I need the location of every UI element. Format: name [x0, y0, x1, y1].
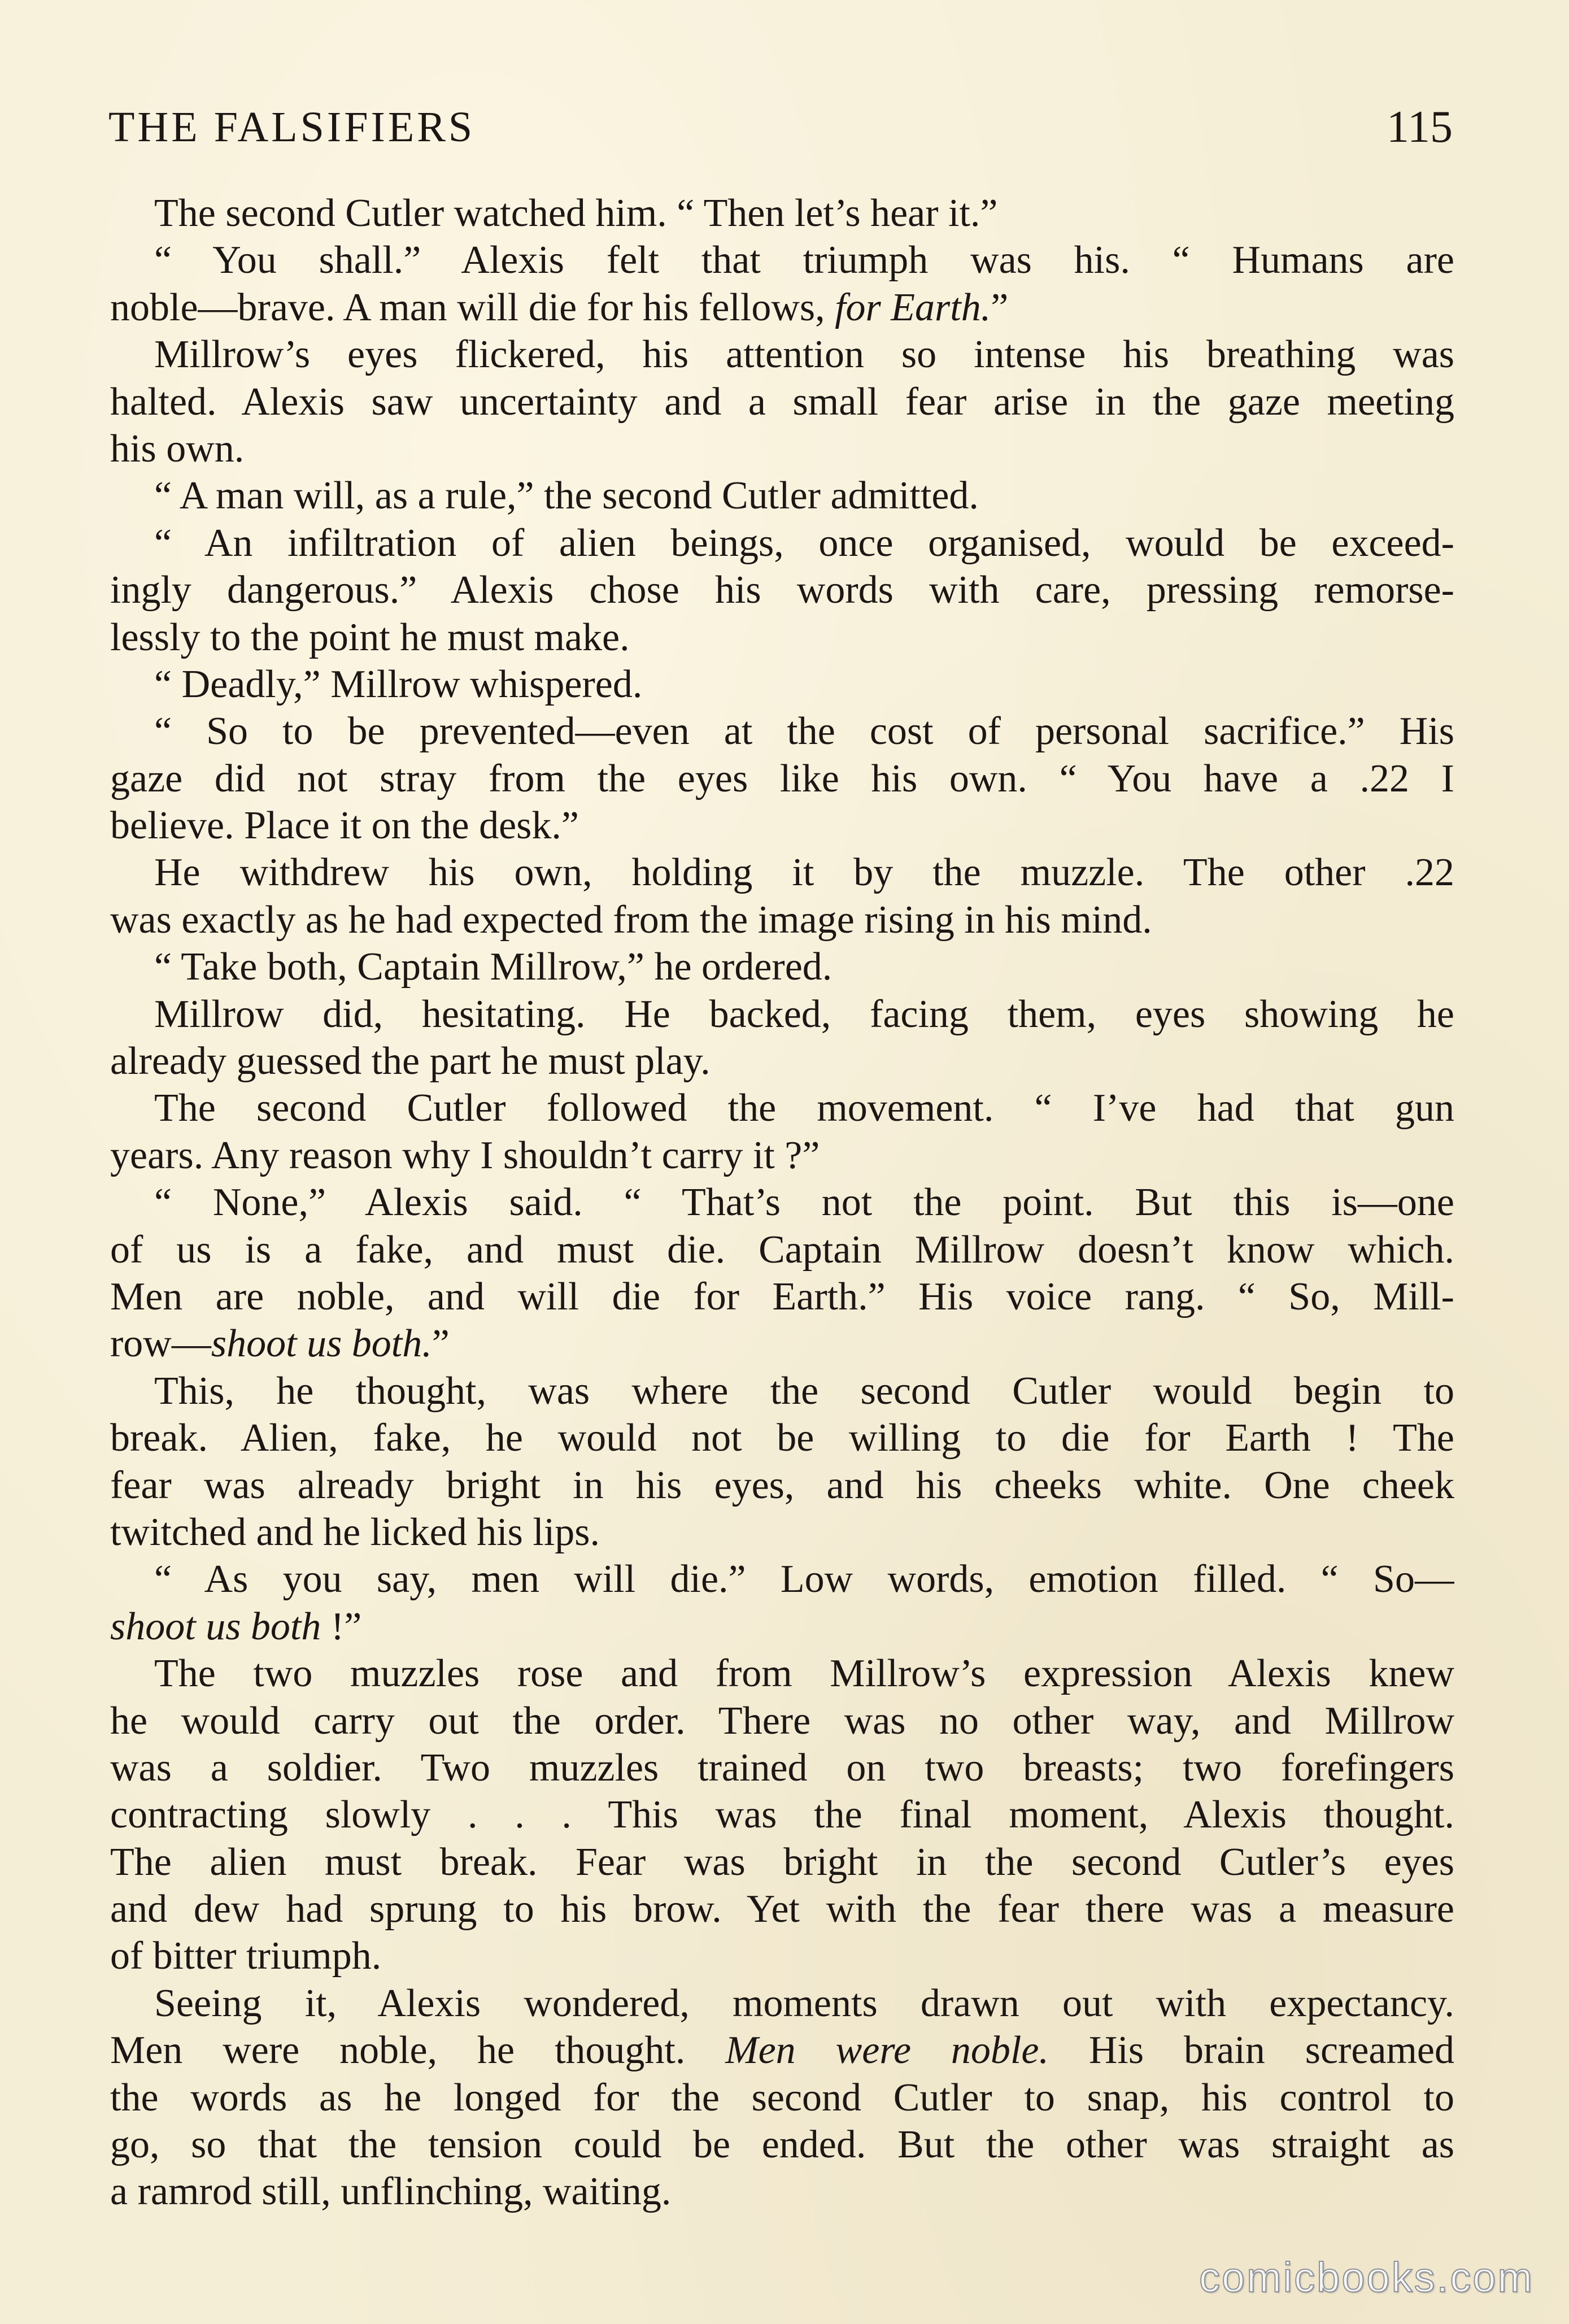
italic-text: shoot us both: [110, 1604, 321, 1648]
text-line-content: “ So to be prevented—even at the cost of personal sacrifice.” His: [154, 710, 1454, 754]
text-line-tail: !”: [321, 1604, 362, 1648]
text-line-tail: ”: [432, 1322, 450, 1366]
text-line: [110, 237, 1454, 284]
text-line: [110, 1132, 1454, 1179]
text-line-content: row—: [110, 1322, 211, 1366]
text-line: [110, 991, 1454, 1038]
text-line: [110, 1273, 1454, 1320]
text-line: [110, 1038, 1454, 1085]
text-line-content: the words as he longed for the second Cutler to snap, his control to: [110, 2075, 1454, 2120]
text-line-content: and dew had sprung to his brow. Yet with the fear there was a measure: [110, 1887, 1454, 1931]
text-line: [110, 1650, 1454, 1697]
text-line: [110, 1368, 1454, 1415]
text-line: [110, 190, 1454, 237]
text-line: [110, 661, 1454, 708]
text-line: [110, 567, 1454, 613]
text-line: [110, 1744, 1454, 1791]
text-line: [110, 520, 1454, 567]
text-line: [110, 2121, 1454, 2168]
text-line: [110, 1603, 1454, 1650]
text-line-content: “ Take both, Captain Millrow,” he ordered.: [154, 945, 833, 989]
text-line: [110, 1698, 1454, 1744]
text-line: [110, 614, 1454, 661]
text-line: [110, 1980, 1454, 2027]
text-line-content: “ A man will, as a rule,” the second Cutler admitted.: [154, 474, 979, 518]
italic-text: for Earth.: [835, 285, 991, 329]
text-line-content: “ As you say, men will die.” Low words, emotion filled. “ So—: [154, 1557, 1454, 1601]
text-line-content: a ramrod still, unflinching, waiting.: [110, 2170, 672, 2214]
italic-text: shoot us both.: [211, 1322, 432, 1366]
text-line-tail: His brain screamed: [1048, 2029, 1454, 2073]
text-line-content: already guessed the part he must play.: [110, 1039, 711, 1083]
text-line-content: The second Cutler watched him. “ Then let’s hear it.”: [154, 192, 998, 235]
text-line: [110, 849, 1454, 896]
text-line: [110, 896, 1454, 943]
text-line-content: He withdrew his own, holding it by the muzzle. The other .22: [154, 851, 1454, 895]
text-line-content: The two muzzles rose and from Millrow’s expression Alexis knew: [154, 1652, 1454, 1696]
text-line: [110, 331, 1454, 378]
text-line-content: Seeing it, Alexis wondered, moments drawn out with expectancy.: [154, 1981, 1454, 2025]
text-line-content: his own.: [110, 426, 245, 471]
page-number: 115: [1386, 102, 1453, 152]
text-line-content: “ None,” Alexis said. “ That’s not the point. But this is—one: [154, 1181, 1454, 1225]
text-line: [110, 378, 1454, 425]
running-title: THE FALSIFIERS: [108, 103, 476, 151]
text-line-content: ingly dangerous.” Alexis chose his words with care, pressing remorse-: [110, 568, 1454, 612]
text-line: [110, 1839, 1454, 1886]
text-line: [110, 284, 1454, 331]
text-line-content: Millrow did, hesitating. He backed, facing them, eyes showing he: [154, 992, 1454, 1036]
text-line-content: Men were noble, he thought.: [110, 2029, 726, 2073]
text-line: [110, 1462, 1454, 1509]
text-line-content: Men are noble, and will die for Earth.” His voice rang. “ So, Mill-: [110, 1274, 1454, 1318]
text-line: [110, 1226, 1454, 1273]
text-line: [110, 472, 1454, 519]
text-line-content: break. Alien, fake, he would not be willing to die for Earth ! The: [110, 1416, 1454, 1460]
text-line-content: contracting slowly . . . This was the final moment, Alexis thought.: [110, 1793, 1454, 1837]
text-line: [110, 425, 1454, 472]
text-line: [110, 1556, 1454, 1603]
text-line-content: he would carry out the order. There was no other way, and Millrow: [110, 1699, 1454, 1743]
text-line: [110, 1085, 1454, 1131]
text-line-content: go, so that the tension could be ended. But the other was straight as: [110, 2123, 1454, 2167]
text-line-content: noble—brave. A man will die for his fellows,: [110, 285, 835, 329]
text-line-content: fear was already bright in his eyes, and his cheeks white. One cheek: [110, 1463, 1454, 1507]
text-line-content: of bitter triumph.: [110, 1934, 382, 1978]
text-line-content: believe. Place it on the desk.”: [110, 804, 579, 848]
text-line-content: twitched and he licked his lips.: [110, 1510, 600, 1554]
text-line-content: lessly to the point he must make.: [110, 615, 630, 659]
text-line: [110, 2027, 1454, 2074]
text-line-content: halted. Alexis saw uncertainty and a small fear arise in the gaze meeting: [110, 380, 1454, 424]
watermark: comicbooks.com: [1198, 2254, 1534, 2301]
text-line: [110, 755, 1454, 802]
text-line-content: was a soldier. Two muzzles trained on two breasts; two forefingers: [110, 1746, 1454, 1790]
text-line: [110, 708, 1454, 755]
text-line-content: “ You shall.” Alexis felt that triumph was his. “ Humans are: [154, 238, 1454, 282]
text-line-content: gaze did not stray from the eyes like his own. “ You have a .22 I: [110, 756, 1454, 800]
text-line-content: “ An infiltration of alien beings, once organised, would be exceed-: [154, 521, 1454, 565]
text-line: [110, 1415, 1454, 1461]
text-line: [110, 1179, 1454, 1226]
text-line: [110, 1933, 1454, 1979]
running-header: [108, 96, 1453, 158]
text-line-content: was exactly as he had expected from the image rising in his mind.: [110, 898, 1152, 942]
italic-text: Men were noble.: [725, 2029, 1049, 2073]
text-line-content: This, he thought, was where the second Cutler would begin to: [154, 1369, 1454, 1413]
text-line-content: The alien must break. Fear was bright in the second Cutler’s eyes: [110, 1840, 1454, 1884]
text-line: [110, 1886, 1454, 1933]
text-line: [110, 2168, 1454, 2215]
text-line: [110, 1791, 1454, 1838]
text-line-content: “ Deadly,” Millrow whispered.: [154, 662, 643, 706]
text-line: [110, 1509, 1454, 1556]
text-line-content: years. Any reason why I shouldn’t carry it ?”: [110, 1133, 820, 1177]
text-line: [110, 943, 1454, 990]
text-line: [110, 1320, 1454, 1367]
text-line-tail: ”: [991, 285, 1009, 329]
text-line: [110, 802, 1454, 849]
text-line-content: Millrow’s eyes flickered, his attention so intense his breathing was: [154, 333, 1454, 377]
body-text: [110, 190, 1454, 2216]
text-line-content: of us is a fake, and must die. Captain Millrow doesn’t know which.: [110, 1228, 1454, 1272]
text-line-content: The second Cutler followed the movement. “ I’ve had that gun: [154, 1086, 1454, 1130]
text-line: [110, 2074, 1454, 2121]
